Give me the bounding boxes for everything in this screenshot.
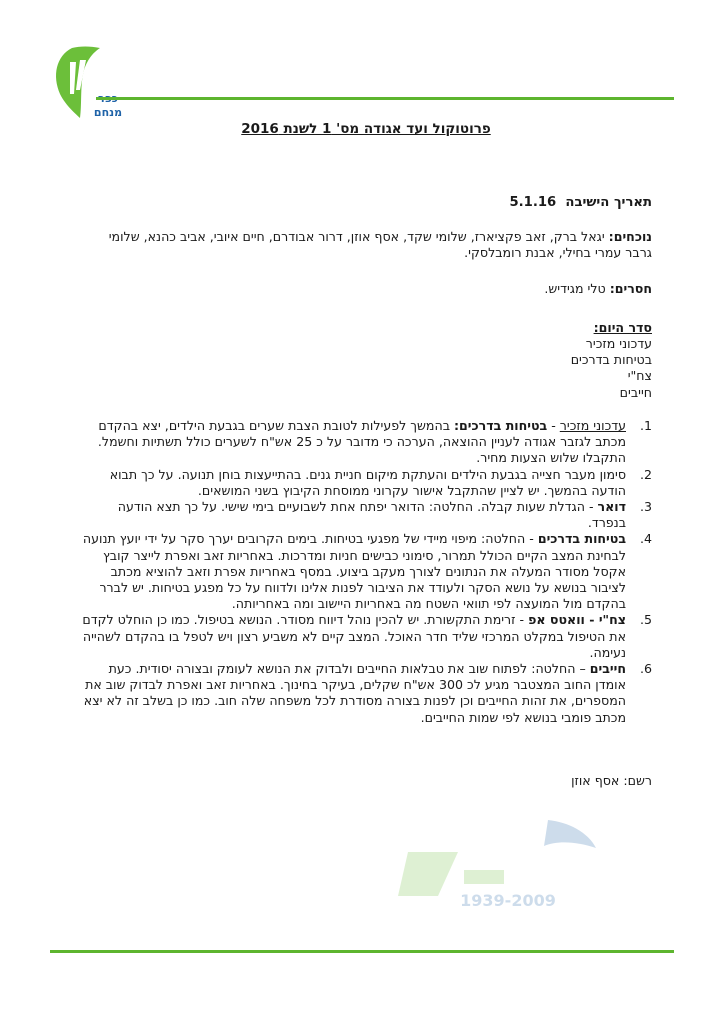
document-title: פרוטוקול ועד אגודה מס' 1 לשנת 2016 <box>241 121 491 137</box>
present-text: יגאל ברק, זאב פקציארז, שלומי שקד, אסף אוזן, דרור אבודרם, חיים איובי, אביב כהנא, שלומי גרבר עמרי בחילי, אבנת רומבלסקי. <box>108 229 652 261</box>
present-label: נוכחים: <box>608 229 652 244</box>
watermark-logo <box>368 812 628 912</box>
agenda-title: סדר היום: <box>593 320 652 335</box>
item-body: - החלטה: מיפוי מיידי של מפגעי בטיחות. בימים הקרובים יערך סקר על ידי יועץ תנועה לבחינת המצב הקיים הכולל תמרור, סימוני כבישים חניות ומדרכות. באחריות זאב ואפרת לייצר קובץ אקסל מסודר המעלה את הנתונים לצורך מעקב ביצוע. במסף באחריות אפרת וזאב להוציא מכתב לציבור בנושא על נושא הסקר ולעודד את הציבור לפנות אלינו ולדווח על כל מפגע בטיחות. יש לברר בהקדם מול המועצה לפי תוואי השטח מה באחריות היישוב ומה באחריותה. <box>82 531 626 612</box>
footer-rule <box>50 950 674 953</box>
minutes-item <box>80 612 652 661</box>
agenda-item: עדכוני מזכיר <box>585 336 652 351</box>
item-number: 1. <box>639 418 652 433</box>
item-number: 6. <box>639 661 652 677</box>
item-separator: - <box>547 418 560 433</box>
watermark-years: 1939-2009 <box>460 891 556 910</box>
item-body: – החלטה: לפתוח שוב את טבלאות החייבים ולבדוק את הנושא לעומק ובצורה יסודית. כעת אומדן החוב המצטבר מגיע לכ 300 אש"ח שקלים, בעיקר בחינוך. באחריות זאב ואפרת לבדוק שוב את המספרים, את זהות החייבים וכן לפנות בצורה מסודרת לכל משפחה שלה חוב. כמו כן בשלב זה לא יצא מכתב פומבי בנושא לפי שמות החייבים. <box>83 661 626 725</box>
header-rule <box>96 97 674 100</box>
item-heading: בטיחות בדרכים <box>537 531 626 547</box>
item-body: - זרימת התקשורת. יש להכין נוהל דיווח מסודר. הנושא בטיפול. כמו כן הוחלט לקדם את הטיפול במקלט המרכזי שליד חדר האוכל. המצב קיים לא משביע רצון ויש לטפל בו בהקדם לשהייה נעימה. <box>82 612 626 660</box>
logo-text-2: מנחם <box>93 106 123 119</box>
item-heading: דואר <box>597 499 626 515</box>
item-heading: צח"י - וואטס אפ <box>528 612 626 628</box>
item-body: סימון מעבר חצייה בגבעת הילדים והעתקת מיקום חניית גנים. בהתייעצות בוחן תנועה. על כך תבוא הודעה בהמשך. יש לציין שהתקבל אישור עקרוני ממוסחת הקיבוץ בשני המושאים. <box>109 466 626 498</box>
agenda-item: בטיחות בדרכים <box>570 352 652 368</box>
date-value: 5.1.16 <box>509 195 557 210</box>
item-number: 2. <box>639 466 652 482</box>
item-lead: עדכוני מזכיר <box>559 418 626 433</box>
agenda-list <box>80 336 652 401</box>
item-body: - הגדלת שעות קבלה. החלטה: הדואר יפתח אחת לשבועיים בימי שישי. על כך תצא הודעה בנפרד. <box>117 499 626 531</box>
agenda-item: צח"י <box>627 368 652 384</box>
missing-label: חסרים: <box>609 281 652 296</box>
minutes-item <box>80 418 652 467</box>
item-body: בהמשך לפעילות לטובת הצבת שערים בגבעת הילדים, יצא בהקדם מכתב לגזבר אגודה לעניין ההוצאה, הערכה כי מדובר על כ 25 אש"ח לשערים כולל תשתיות וחשמל. התקבלו שלוש הצעות מחיר. <box>97 418 626 466</box>
absentees <box>80 281 652 297</box>
missing-text: טלי מגידיש. <box>544 281 606 296</box>
item-number: 3. <box>639 499 652 515</box>
recorded-by: רשם: אסף אוזן <box>571 773 652 788</box>
minutes-item <box>80 467 652 499</box>
item-number: 5. <box>639 612 652 628</box>
item-heading: חייבים <box>589 661 626 677</box>
item-heading: בטיחות בדרכים: <box>454 418 548 433</box>
minutes-item <box>80 661 652 726</box>
attendees <box>80 229 652 261</box>
minutes-item <box>80 531 652 612</box>
minutes-items <box>80 418 652 726</box>
kfar-menachem-logo <box>50 44 130 122</box>
meeting-date <box>80 195 652 211</box>
agenda-item: חייבים <box>619 384 652 400</box>
date-label: תאריך הישיבה <box>565 195 652 210</box>
minutes-item <box>80 499 652 531</box>
item-number: 4. <box>639 531 652 547</box>
